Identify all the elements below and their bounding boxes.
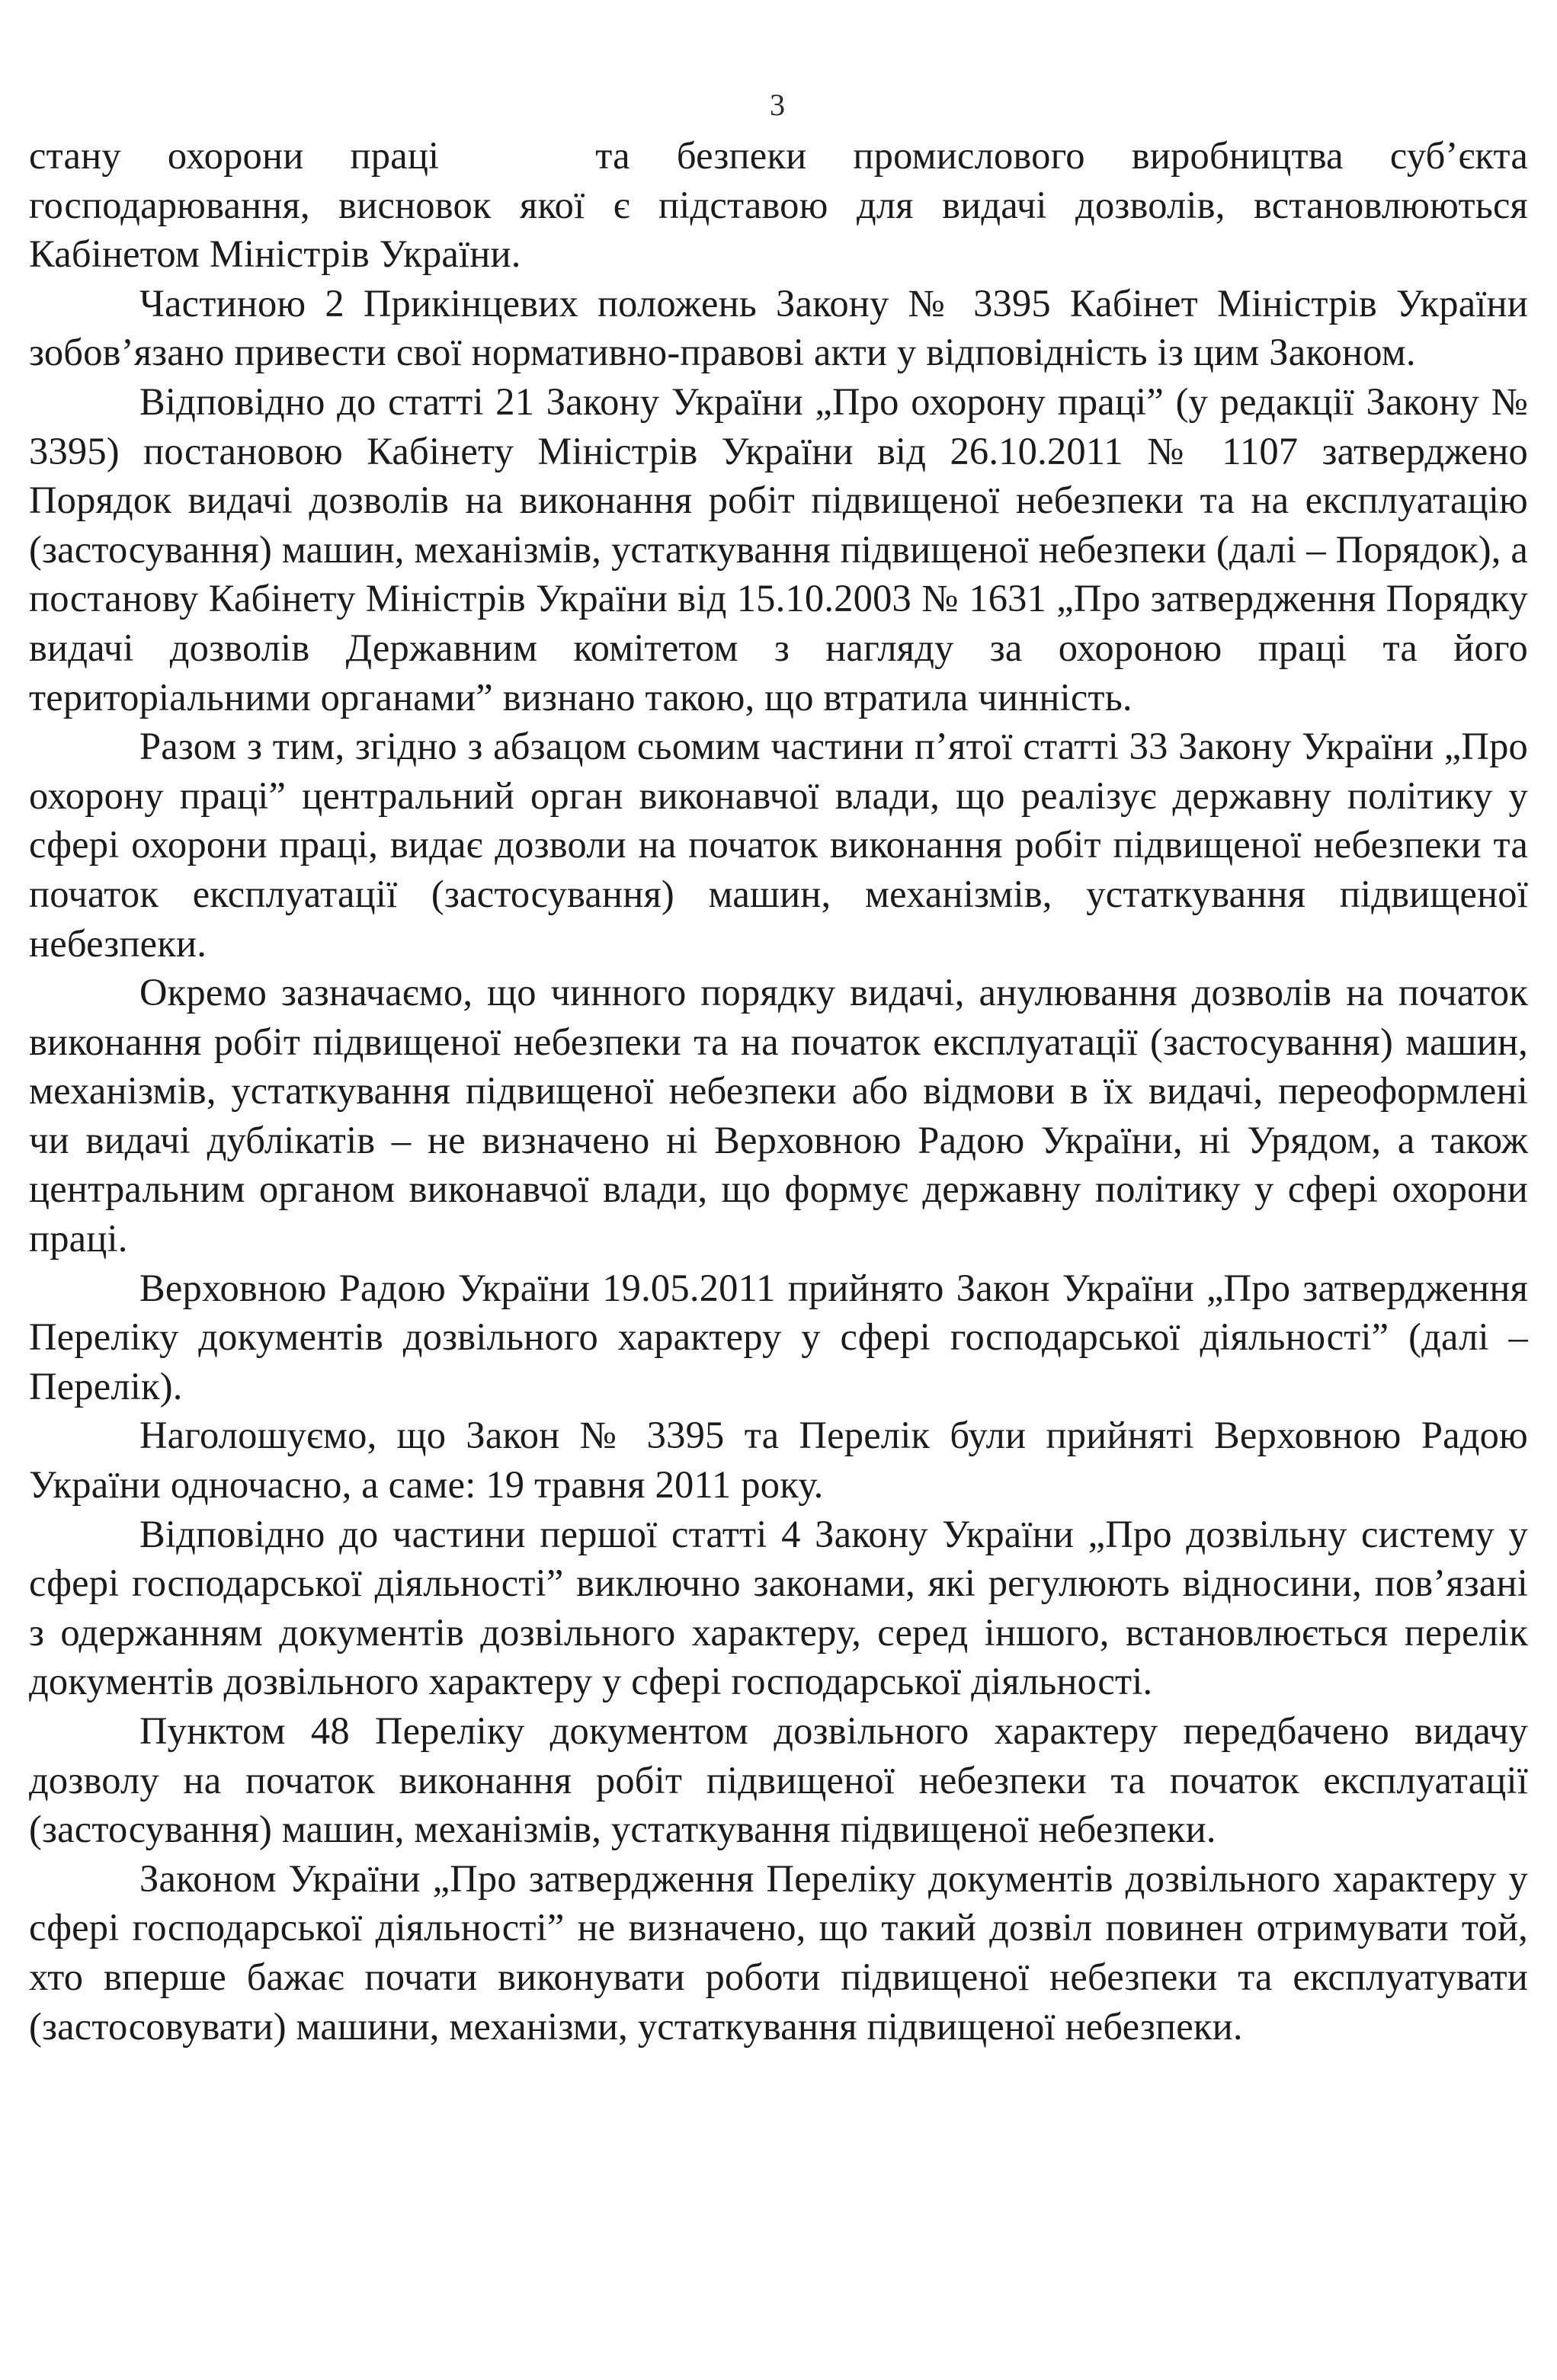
paragraph-3: Відповідно до статті 21 Закону України „Про охорону праці” (у редакції Закону № 3395) постановою Кабінету Міністрів України від 26.10.2011 № 1107 затверджено Порядок видачі дозволів на виконання робіт підвищеної небезпеки та на експлуатацію (застосування) машин, механізмів, устаткування підвищеної небезпеки (далі – Порядок), а постанову Кабінету Міністрів України від 15.10.2003 № 1631 „Про затвердження Порядку видачі дозволів Державним комітетом з нагляду за охороною праці та його територіальними органами” визнано такою, що втратила чинність. (29, 380, 1528, 719)
paragraph-1-text: та безпеки промислового виробництва суб’єкта господарювання, висновок якої є підставою для видачі дозволів, встановлюються Кабінетом Міністрів України. (29, 134, 1528, 276)
paragraph-6: Верховною Радою України 19.05.2011 прийнято Закон України „Про затвердження Переліку документів дозвільного характеру у сфері господарської діяльності” (далі – Перелік). (29, 1266, 1528, 1408)
page-number: 3 (770, 88, 785, 122)
paragraph-4: Разом з тим, згідно з абзацом сьомим частини п’ятої статті 33 Закону України „Про охорону праці” центральний орган виконавчої влади, що реалізує державну політику у сфері охорони праці, видає дозволи на початок виконання робіт підвищеної небезпеки та початок експлуатації (застосування) машин, механізмів, устаткування підвищеної небезпеки. (29, 725, 1528, 965)
paragraph-2: Частиною 2 Прикінцевих положень Закону № 3395 Кабінет Міністрів України зобов’язано привести свої нормативно-правові акти у відповідність із цим Законом. (29, 281, 1528, 374)
document-body (29, 131, 1528, 2051)
paragraph-9: Пунктом 48 Переліку документом дозвільного характеру передбачено видачу дозволу на початок виконання робіт підвищеної небезпеки та початок експлуатації (застосування) машин, механізмів, устаткування підвищеної небезпеки. (29, 1709, 1528, 1851)
paragraph-8: Відповідно до частини першої статті 4 Закону України „Про дозвільну систему у сфері господарської діяльності” виключно законами, які регулюють відносини, пов’язані з одержанням документів дозвільного характеру, серед іншого, встановлюється перелік документів дозвільного характеру у сфері господарської діяльності. (29, 1512, 1528, 1703)
paragraph-5: Окремо зазначаємо, що чинного порядку видачі, анулювання дозволів на початок виконання робіт підвищеної небезпеки та на початок експлуатації (застосування) машин, механізмів, устаткування підвищеної небезпеки або відмови в їх видачі, переоформлені чи видачі дублікатів – не визначено ні Верховною Радою України, ні Урядом, а також центральним органом виконавчої влади, що формує державну політику у сфері охорони праці. (29, 971, 1528, 1260)
paragraph-1 (29, 131, 1528, 279)
paragraph-10: Законом України „Про затвердження Переліку документів дозвільного характеру у сфері господарської діяльності” не визначено, що такий дозвіл повинен отримувати той, хто вперше бажає почати виконувати роботи підвищеної небезпеки та експлуатувати (застосовувати) машини, механізми, устаткування підвищеної небезпеки. (29, 1856, 1528, 2048)
paragraph-1-lead: стану охорони праці (29, 134, 440, 177)
paragraph-7: Наголошуємо, що Закон № 3395 та Перелік були прийняті Верховною Радою України одночасно, а саме: 19 травня 2011 року. (29, 1414, 1528, 1507)
